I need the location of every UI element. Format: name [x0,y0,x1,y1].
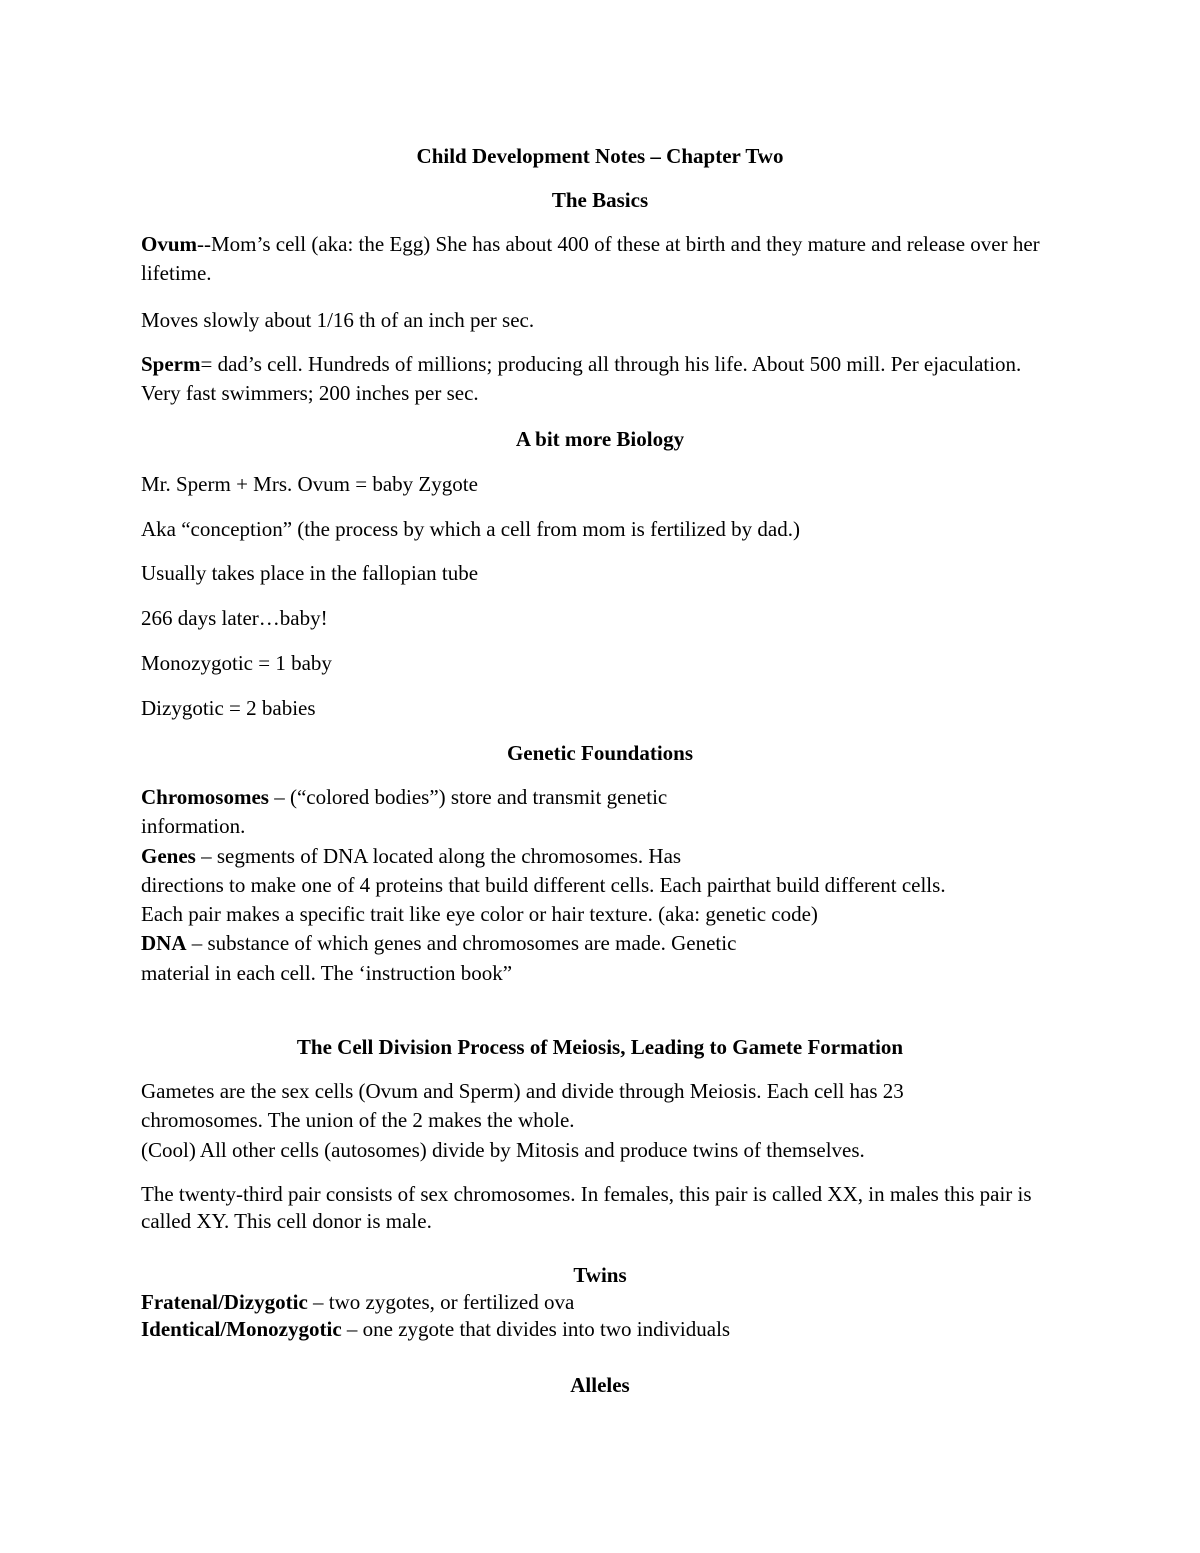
dna-line [141,929,1061,958]
twins-heading: Twins [573,1263,627,1287]
genes-line-3: Each pair makes a specific trait like eye color or hair texture. (aka: genetic code) [141,902,818,926]
ovum-term: Ovum [141,232,198,256]
biology-line: Monozygotic = 1 baby [141,651,332,675]
chromosomes-line-2: information. [141,814,246,838]
fraternal-line [141,1289,1061,1316]
genes-line-2: directions to make one of 4 proteins that build different cells. Each pairthat build different cells. [141,873,946,897]
chromosomes-line [141,783,1061,812]
genes-text: – segments of DNA located along the chromosomes. Has [195,844,682,868]
sperm-paragraph [141,350,1061,408]
sex-chromosomes-paragraph: The twenty-third pair consists of sex chromosomes. In females, this pair is called XX, in males this pair is called XY. This cell donor is male. [141,1182,1032,1233]
meiosis-line-1: Gametes are the sex cells (Ovum and Sperm) and divide through Meiosis. Each cell has 23 [141,1079,904,1103]
alleles-heading: Alleles [570,1373,630,1397]
fraternal-text: – two zygotes, or fertilized ova [307,1290,575,1314]
meiosis-line-3: (Cool) All other cells (autosomes) divide by Mitosis and produce twins of themselves. [141,1138,865,1162]
fraternal-term: Fratenal/Dizygotic [141,1290,308,1314]
sperm-text: = dad’s cell. Hundreds of millions; producing all through his life. About 500 mill. Per ejaculation. Very fast swimmers; 200 inches per sec. [141,352,1022,405]
biology-heading: A bit more Biology [515,427,685,451]
biology-line: Mr. Sperm + Mrs. Ovum = baby Zygote [141,472,478,496]
identical-text: – one zygote that divides into two individuals [341,1317,731,1341]
ovum-paragraph [141,230,1061,288]
biology-line: Usually takes place in the fallopian tube [141,561,479,585]
ovum-text: --Mom’s cell (aka: the Egg) She has about 400 of these at birth and they mature and release over her lifetime. [141,232,1040,285]
sperm-term: Sperm [141,352,201,376]
biology-line: 266 days later…baby! [141,606,328,630]
chromosomes-text: – (“colored bodies”) store and transmit genetic [268,785,668,809]
identical-term: Identical/Monozygotic [141,1317,342,1341]
genes-term: Genes [141,844,196,868]
meiosis-line-2: chromosomes. The union of the 2 makes the whole. [141,1108,575,1132]
dna-term: DNA [141,931,187,955]
identical-line [141,1316,1061,1343]
moves-paragraph: Moves slowly about 1/16 th of an inch per sec. [141,308,535,332]
basics-heading: The Basics [551,188,649,212]
biology-line: Dizygotic = 2 babies [141,696,316,720]
meiosis-heading: The Cell Division Process of Meiosis, Leading to Gamete Formation [296,1035,904,1059]
document-title: Child Development Notes – Chapter Two [416,144,784,168]
dna-line-2: material in each cell. The ‘instruction book” [141,961,513,985]
dna-text: – substance of which genes and chromosomes are made. Genetic [186,931,737,955]
genetic-heading: Genetic Foundations [506,741,694,765]
chromosomes-term: Chromosomes [141,785,269,809]
genes-line [141,842,1061,871]
biology-line: Aka “conception” (the process by which a cell from mom is fertilized by dad.) [141,517,800,541]
